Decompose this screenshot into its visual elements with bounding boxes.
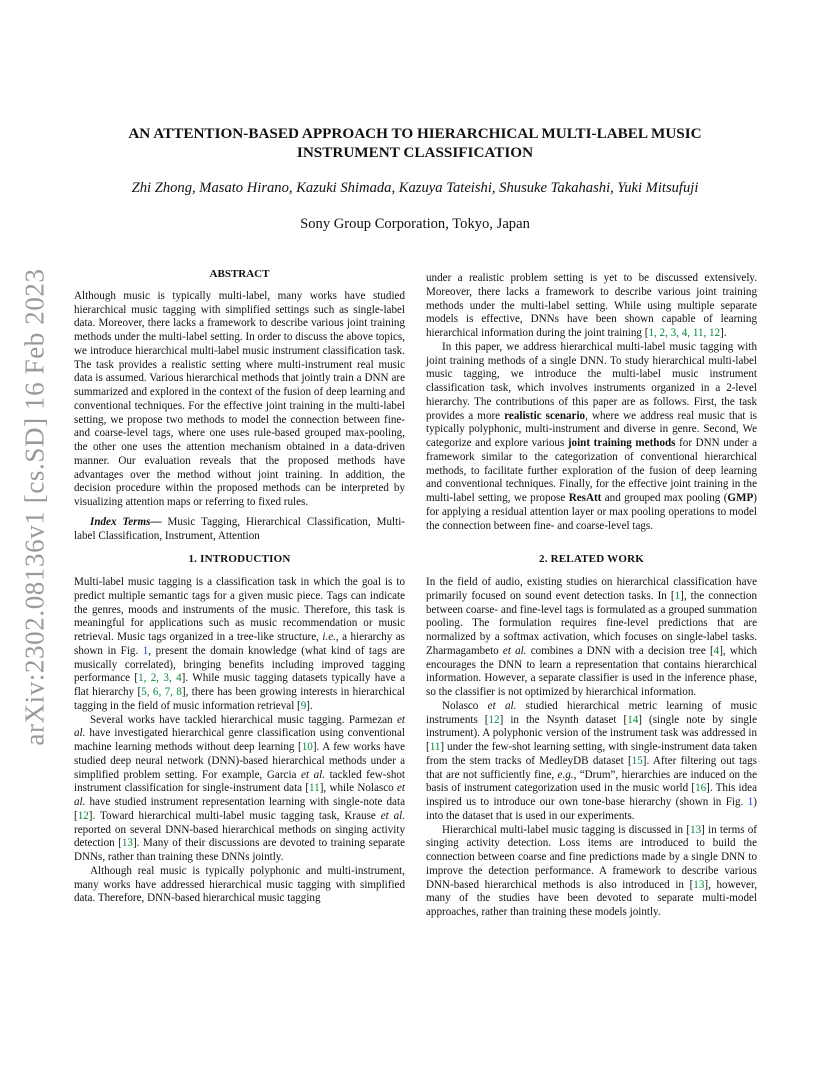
- citation-link[interactable]: 11: [309, 782, 320, 795]
- affiliation: Sony Group Corporation, Tokyo, Japan: [300, 216, 530, 232]
- intro-paragraph-2: Several works have tackled hierarchical music tagging. Parmezan et al. have investigated hierarchical genre classification using conventional machine learning methods without deep learning [10]. A few works have studied deep neural network (DNN)-based hierarchical methods under a simplified problem setting. For example, Garcia et al. tackled few-shot instrument classification for single-instrument data [11], while Nolasco et al. have studied instrument representation learning with single-note data [12]. Toward hierarchical multi-label music tagging task, Krause et al. reported on several DNN-based hierarchical methods on singing activity detection [13]. Many of their discussions are devoted to training separate DNNs, rather than training these DNNs jointly.: [74, 713, 405, 863]
- citation-link[interactable]: 13: [690, 823, 702, 836]
- citation-link[interactable]: 16: [695, 782, 707, 795]
- citation-link[interactable]: 9: [300, 699, 307, 712]
- intro-paragraph-1: Multi-label music tagging is a classification task in which the goal is to predict multiple semantic tags for a given music piece. Tags can indicate the genres, moods and instruments of the music. Therefore, this task is meaningful for applications such as music recommendation or music retrieval. Music tags organized in a tree-like structure, i.e., a hierarchy as shown in Fig. 1, present the domain knowledge (what kind of tags are musically correlated), bringing benefits including improved tagging performance [1, 2, 3, 4]. While music tagging datasets typically have a flat hierarchy [5, 6, 7, 8], there has been growing interests in hierarchical tagging in the field of music information retrieval [9].: [74, 576, 405, 712]
- citation-link[interactable]: 12: [488, 713, 500, 726]
- left-column: [74, 268, 405, 906]
- intro-paragraph-4: In this paper, we address hierarchical multi-label music tagging with joint training methods of a single DNN. To study hierarchical multi-label music tagging, we introduce the multi-label music instrument classification task, which involves instruments organized in a 2-level hierarchy. The contributions of this paper are as follows. First, the task provides a more realistic scenario, where we address real music that is typically polyphonic, multi-instrument and diverse in genre. Second, We categorize and explore various joint training methods for DNN under a framework similar to the categorization of conventional hierarchical methods, to facilitate further exploration of the fusion of deep learning and conventional techniques. Finally, for the effective joint training in the multi-label setting, we propose ResAtt and grouped max pooling (GMP) for applying a residual attention layer or max pooling operations to model the connection between fine- and coarse-level tags.: [426, 340, 757, 532]
- abstract-heading: ABSTRACT: [209, 268, 270, 280]
- related-paragraph-3: Hierarchical multi-label music tagging is discussed in [13] in terms of singing activity detection. Loss items are introduced to build the connection between coarse and fine predictions made by a single DNN to improve the detection performance. A framework to describe various DNN-based hierarchical methods is also introduced in [13], however, many of the studies have been devoted to separate multi-model approaches, rather than training these models jointly.: [426, 823, 757, 918]
- citation-link[interactable]: 13: [121, 837, 133, 850]
- arxiv-stamp[interactable]: [18, 262, 52, 752]
- citation-link[interactable]: 12: [77, 809, 89, 822]
- index-terms: [74, 516, 405, 544]
- index-terms-label: Index Terms—: [90, 515, 162, 528]
- intro-paragraph-3: Although real music is typically polyphonic and multi-instrument, many works have addressed hierarchical music tagging with simplified data. Therefore, DNN-based hierarchical music tagging: [74, 864, 405, 905]
- citation-link[interactable]: 1, 2, 3, 4, 11, 12: [648, 327, 721, 339]
- citation-link[interactable]: 5, 6, 7, 8: [141, 686, 182, 698]
- arxiv-identifier[interactable]: arXiv:2302.08136v1 [cs.SD] 16 Feb 2023: [19, 268, 50, 746]
- related-paragraph-2: Nolasco et al. studied hierarchical metric learning of music instruments [12] in the Nsynth dataset [14] (single note by single instrument). A polyphonic version of the instrument task was addressed in [11] under the few-shot learning setting, with single-instrument data taken from the stem tracks of MedleyDB dataset [15]. After filtering out tags that are not sufficiently fine, e.g., “Drum”, hierarchies are induced on the basis of instrument categorization used in the music world [16]. This idea inspired us to introduce our own tone-base hierarchy (shown in Fig. 1) into the dataset that is used in our experiments.: [426, 699, 758, 822]
- figure-ref[interactable]: 1: [142, 644, 149, 657]
- citation-link[interactable]: 13: [693, 878, 705, 891]
- citation-link[interactable]: 14: [627, 713, 639, 726]
- figure-ref[interactable]: 1: [747, 796, 754, 808]
- citation-link[interactable]: 1, 2, 3, 4: [138, 672, 182, 685]
- section-heading-introduction: 1. INTRODUCTION: [188, 553, 291, 566]
- paper-title: AN ATTENTION-BASED APPROACH TO HIERARCHICAL MULTI-LABEL MUSIC INSTRUMENT CLASSIFICATION: [128, 125, 702, 161]
- citation-link[interactable]: 10: [301, 741, 313, 753]
- related-paragraph-1: In the field of audio, existing studies on hierarchical classification have primarily focused on sound event detection tasks. In [1], the connection between coarse- and fine-level tags is formulated as a grouped summation pooling. The formulation requires fine-level predictions that are normalized by a softmax activation, which focuses on single-label tasks. Zharmagambeto et al. combines a DNN with a decision tree [4], which encourages the DNN to learn a representation that contains hierarchical information. However, a separate classifier is used in the inference phase, so the classifier is not optimized by hierarchical information.: [426, 576, 758, 698]
- citation-link[interactable]: 15: [631, 754, 643, 767]
- citation-link[interactable]: 11: [429, 741, 441, 753]
- abstract-text: Although music is typically multi-label, many works have studied hierarchical music tagging with simplified settings such as single-label data. Moreover, there lacks a framework to describe various joint training methods under the multi-label setting. In order to discuss the above topics, we introduce hierarchical multi-label music instrument classification task. The task provides a realistic setting where multi-instrument real music data is assumed. Various hierarchical methods that jointly train a DNN are summarized and explored in the context of the fusion of deep learning and conventional techniques. For the effective joint training in the multi-label setting, we propose two methods to model the connection between fine- and coarse-level tags, where one uses rule-based grouped max-pooling, the other one uses the attention mechanism obtained in a data-driven manner. Our evaluation reveals that the proposed methods have advantages over the method without joint training. In addition, the decision procedure within the proposed methods can be interpreted by visualizing attention maps or referring to fixed rules.: [74, 289, 405, 508]
- right-column: [426, 272, 757, 920]
- citation-link[interactable]: 4: [713, 644, 720, 657]
- section-heading-related-work: 2. RELATED WORK: [539, 553, 644, 566]
- author-list: Zhi Zhong, Masato Hirano, Kazuki Shimada, Kazuya Tateishi, Shusuke Takahashi, Yuki Mitsufuji: [131, 180, 699, 196]
- index-terms-text: Music Tagging, Hierarchical Classification, Multi-label Classification, Instrument, Attention: [74, 515, 405, 542]
- citation-link[interactable]: 1: [674, 589, 681, 602]
- intro-paragraph-3-cont: under a realistic problem setting is yet to be discussed extensively. Moreover, there lacks a framework to describe various joint training methods under the multi-label setting. While using multiple separate models is effective, DNNs have been shown capable of learning hierarchical information during the joint training [1, 2, 3, 4, 11, 12].: [426, 272, 757, 339]
